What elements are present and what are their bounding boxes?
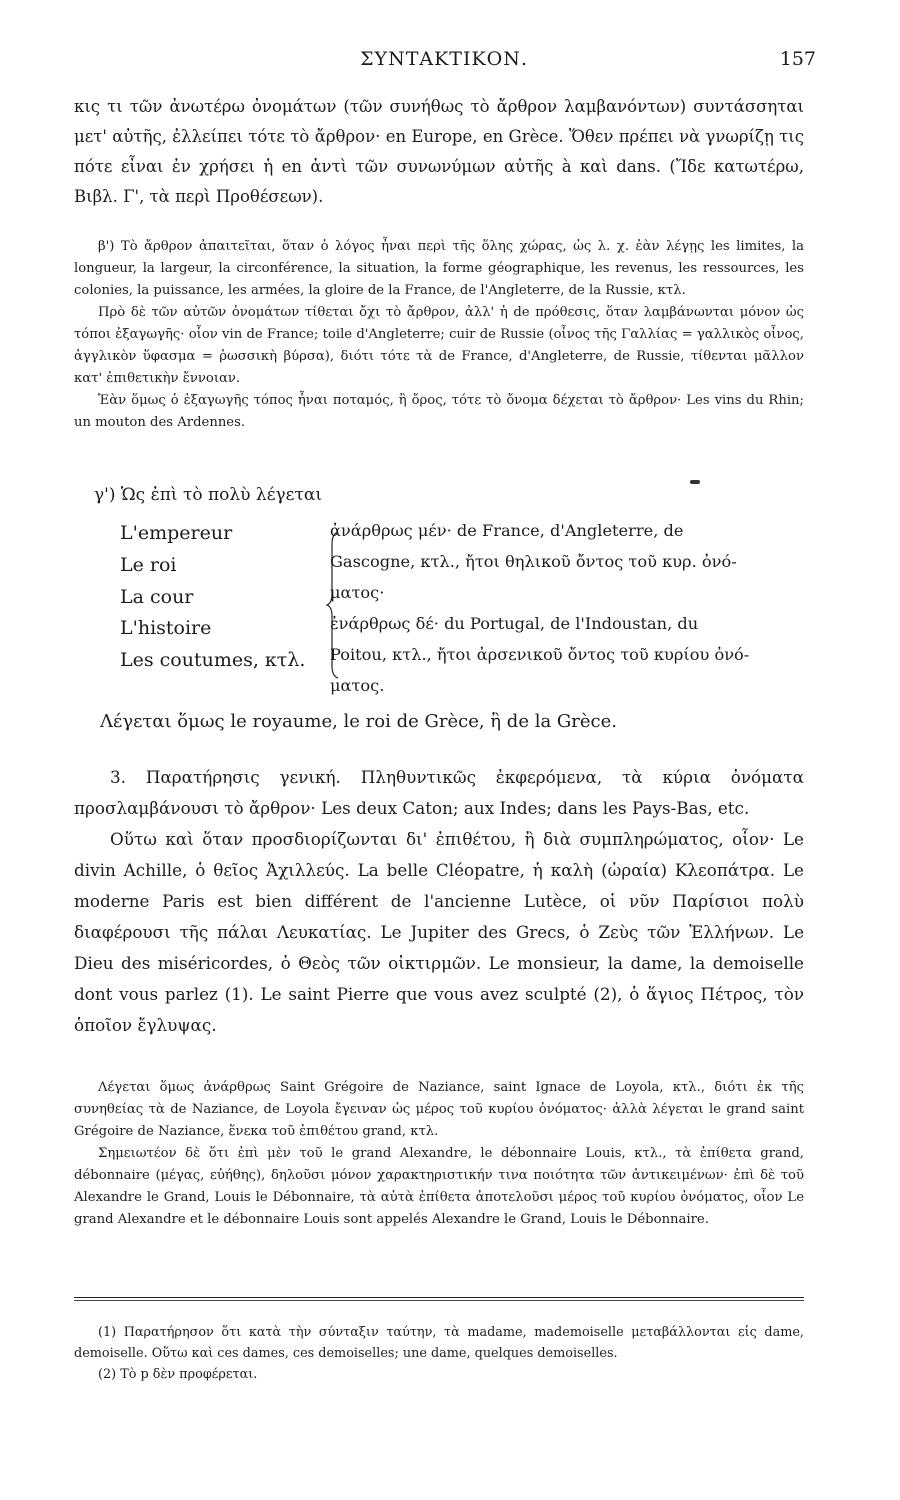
notes-block <box>74 1077 804 1231</box>
list-item: L'histoire <box>120 617 212 639</box>
note-paragraph-1: Λέγεται ὅμως ἀνάρθρως Saint Grégoire de Naziance, saint Ignace de Loyola, κτλ., διότι ἐκ τῆς συνηθείας τὰ de Naziance, de Loyola ἔγειναν ὡς μέρος τοῦ κυρίου ὀνόματος· ἀλλὰ λέγεται le grand saint Grégoire de Naziance, ἕνεκα τοῦ ἐπιθέτου grand, κτλ. <box>74 1080 804 1139</box>
footnote-2: (2) Τὸ p δὲν προφέρεται. <box>98 1367 258 1382</box>
right-line: Poitou, κτλ., ἤτοι ἀρσενικοῦ ὄντος τοῦ κυρίου ὀνό- <box>330 645 750 664</box>
top-paragraph-block <box>74 92 804 212</box>
section-b-paragraph-3: Ἐὰν ὅμως ὁ ἐξαγωγῆς τόπος ἦναι ποταμός, ἢ ὄρος, τότε τὸ ὄνομα δέχεται τὸ ἄρθρον· Les vins du Rhin; un mouton des Ardennes. <box>74 393 804 430</box>
section-3 <box>74 762 804 1041</box>
list-item: Le roi <box>120 554 177 576</box>
section-c-heading: γ') Ὡς ἐπὶ τὸ πολὺ λέγεται <box>94 485 323 505</box>
right-line: ματος. <box>330 676 385 695</box>
top-paragraph: κις τι τῶν ἀνωτέρω ὀνομάτων (τῶν συνήθως τὸ ἄρθρον λαμβανόντων) συντάσσηται μετ' αὐτῆς, ἐλλείπει τότε τὸ ἄρθρον· en Europe, en Grèce. Ὅθεν πρέπει νὰ γνωρίζῃ τις πότε εἶναι ἐν χρήσει ἡ en ἀντὶ τῶν συνωνύμων αὐτῆς à καὶ dans. (Ἴδε κατωτέρω, Βιβλ. Γ', τὰ περὶ Προθέσεων). <box>74 97 804 206</box>
note-paragraph-2: Σημειωτέον δὲ ὅτι ἐπὶ μὲν τοῦ le grand Alexandre, le débonnaire Louis, κτλ., τὰ ἐπίθετα grand, débonnaire (μέγας, εὐήθης), δηλοῦσι μόνον χαρακτηριστικήν τινα ποιότητα τῶν ἀντικειμένων· ἐπὶ δὲ τοῦ Alexandre le Grand, Louis le Débonnaire, τὰ αὐτὰ ἐπίθετα ἀποτελοῦσι μέρος τοῦ κυρίου ὀνόματος, οἷον Le grand Alexandre et le débonnaire Louis sont appelés Alexandre le Grand, Louis le Débonnaire. <box>74 1146 804 1227</box>
footnote-1: (1) Παρατήρησον ὅτι κατὰ τὴν σύνταξιν ταύτην, τὰ madame, mademoiselle μεταβάλλονται εἰς dame, demoiselle. Οὕτω καὶ ces dames, ces demoiselles; une dame, quelques demoiselles. <box>74 1325 804 1361</box>
right-line: ματος· <box>330 583 385 602</box>
page-number: 157 <box>779 48 816 70</box>
right-line: ἀνάρθρως μέν· de France, d'Angleterre, de <box>330 521 684 540</box>
list-item: Les coutumes, κτλ. <box>120 649 306 671</box>
page-header <box>72 48 816 78</box>
right-line: ἐνάρθρως δέ· du Portugal, de l'Indoustan, du <box>330 614 699 633</box>
section-b <box>74 236 804 434</box>
list-item: L'empereur <box>120 522 233 544</box>
section-b-paragraph-2: Πρὸ δὲ τῶν αὐτῶν ὀνομάτων τίθεται ὄχι τὸ ἄρθρον, ἀλλ' ἡ de πρόθεσις, ὅταν λαμβάνωνται μόνον ὡς τόποι ἐξαγωγῆς· οἷον vin de France; toile d'Angleterre; cuir de Russie (οἶνος τῆς Γαλλίας = γαλλικὸς οἶνος, ἀγγλικὸν ὕφασμα = ῥωσσικὴ βύρσα), διότι τότε τὰ de France, d'Angleterre, de Russie, τίθενται μᾶλλον κατ' ἐπιθετικὴν ἔννοιαν. <box>74 305 804 386</box>
section-3-paragraph-1: 3. Παρατήρησις γενική. Πληθυντικῶς ἐκφερόμενα, τὰ κύρια ὀνόματα προσλαμβάνουσι τὸ ἄρθρον· Les deux Caton; aux Indes; dans les Pays-Bas, etc. <box>74 767 804 818</box>
section-b-paragraph-1: β') Τὸ ἄρθρον ἀπαιτεῖται, ὅταν ὁ λόγος ἦναι περὶ τῆς ὅλης χώρας, ὡς λ. χ. ἐὰν λέγῃς les limites, la longueur, la largeur, la circonférence, la situation, la forme géographique, les revenus, les ressources, les colonies, la puissance, les armées, la gloire de la France, de l'Angleterre, de la Russie, κτλ. <box>74 239 804 298</box>
footnote-rule <box>74 1297 804 1298</box>
right-line: Gascogne, κτλ., ἤτοι θηλικοῦ ὄντος τοῦ κυρ. ὀνό- <box>330 552 737 571</box>
footnote-rule-secondary <box>74 1300 804 1301</box>
ornament-mark <box>690 480 700 484</box>
list-item: La cour <box>120 586 194 608</box>
footnotes-block <box>74 1322 804 1385</box>
running-title: ΣΥΝΤΑΚΤΙΚΟΝ. <box>360 48 528 70</box>
section-c-closing: Λέγεται ὅμως le royaume, le roi de Grèce, ἢ de la Grèce. <box>100 711 618 732</box>
section-c-right-column <box>330 515 802 701</box>
section-3-paragraph-2: Οὕτω καὶ ὅταν προσδιορίζωνται δι' ἐπιθέτου, ἢ διὰ συμπληρώματος, οἷον· Le divin Achille, ὁ θεῖος Ἀχιλλεύς. La belle Cléopatre, ἡ καλὴ (ὡραία) Κλεοπάτρα. Le moderne Paris est bien différent de l'ancienne Lutèce, οἱ νῦν Παρίσιοι πολὺ διαφέρουσι τῆς πάλαι Λευκατίας. Le Jupiter des Grecs, ὁ Ζεὺς τῶν Ἑλλήνων. Le Dieu des miséricordes, ὁ Θεὸς τῶν οἰκτιρμῶν. Le monsieur, la dame, la demoiselle dont vous parlez (1). Le saint Pierre que vous avez sculpté (2), ὁ ἅγιος Πέτρος, τὸν ὁποῖον ἔγλυψας. <box>74 829 804 1035</box>
